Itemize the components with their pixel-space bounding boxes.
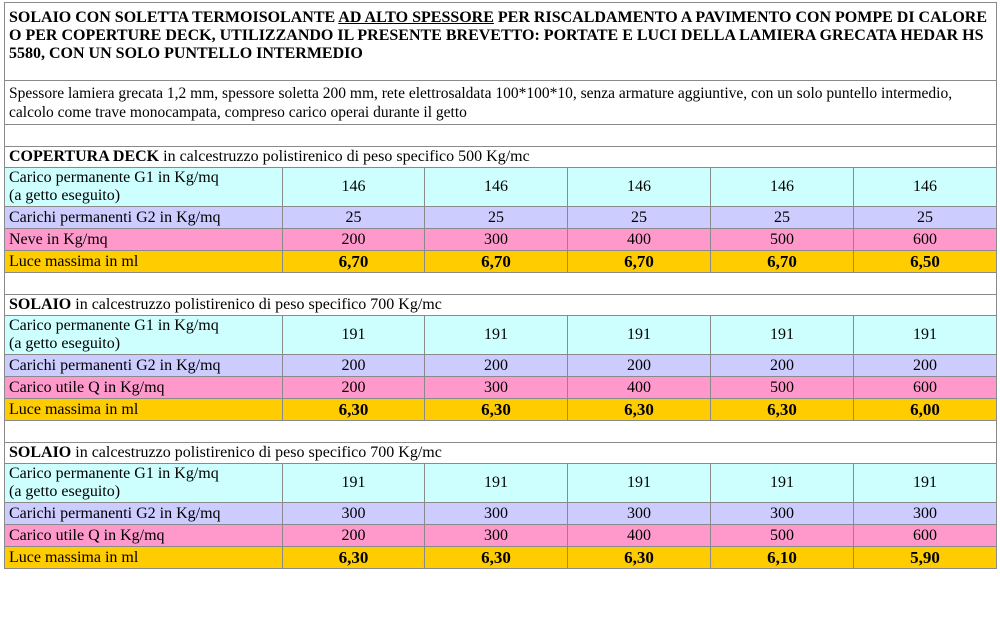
cell-value: 200 [425, 355, 568, 377]
row-label: Neve in Kg/mq [5, 229, 283, 251]
cell-value: 25 [283, 207, 425, 229]
cell-span-value: 6,30 [425, 399, 568, 421]
row-label: Carico utile Q in Kg/mq [5, 377, 283, 399]
cell-span-value: 6,30 [568, 399, 711, 421]
row-label: Carico permanente G1 in Kg/mq (a getto eseguito) [5, 464, 283, 503]
section-header: SOLAIO in calcestruzzo polistirenico di peso specifico 700 Kg/mc [5, 295, 997, 316]
spacer-row [5, 421, 997, 443]
row-load [5, 229, 997, 251]
cell-value: 300 [711, 503, 854, 525]
cell-value: 200 [568, 355, 711, 377]
row-span [5, 399, 997, 421]
cell-value: 400 [568, 525, 711, 547]
cell-span-value: 6,10 [711, 547, 854, 569]
cell-value: 500 [711, 525, 854, 547]
section-header: COPERTURA DECK in calcestruzzo polistirenico di peso specifico 500 Kg/mc [5, 147, 997, 168]
cell-value: 191 [568, 316, 711, 355]
row-label: Carico utile Q in Kg/mq [5, 525, 283, 547]
row-label: Carichi permanenti G2 in Kg/mq [5, 503, 283, 525]
cell-value: 146 [568, 168, 711, 207]
row-g1 [5, 316, 997, 355]
cell-value: 500 [711, 377, 854, 399]
cell-value: 300 [425, 229, 568, 251]
row-label: Luce massima in ml [5, 251, 283, 273]
row-label: Luce massima in ml [5, 547, 283, 569]
cell-value: 25 [425, 207, 568, 229]
section-header: SOLAIO in calcestruzzo polistirenico di peso specifico 700 Kg/mc [5, 443, 997, 464]
cell-value: 191 [425, 464, 568, 503]
row-label: Carico permanente G1 in Kg/mq (a getto eseguito) [5, 316, 283, 355]
cell-span-value: 6,30 [283, 399, 425, 421]
cell-value: 600 [854, 525, 997, 547]
cell-span-value: 6,30 [711, 399, 854, 421]
cell-value: 300 [425, 377, 568, 399]
cell-span-value: 6,30 [283, 547, 425, 569]
cell-span-value: 6,70 [568, 251, 711, 273]
cell-span-value: 6,50 [854, 251, 997, 273]
row-load [5, 525, 997, 547]
cell-value: 200 [283, 525, 425, 547]
cell-value: 191 [283, 316, 425, 355]
cell-value: 500 [711, 229, 854, 251]
cell-value: 300 [854, 503, 997, 525]
cell-value: 200 [283, 355, 425, 377]
title-emphasis: AD ALTO SPESSORE [338, 9, 494, 26]
row-g1 [5, 464, 997, 503]
row-g2 [5, 207, 997, 229]
cell-span-value: 6,70 [283, 251, 425, 273]
cell-value: 191 [711, 464, 854, 503]
spacer-row [5, 125, 997, 147]
cell-value: 191 [283, 464, 425, 503]
cell-value: 146 [283, 168, 425, 207]
row-g2 [5, 355, 997, 377]
cell-value: 146 [854, 168, 997, 207]
row-g2 [5, 503, 997, 525]
cell-value: 300 [425, 503, 568, 525]
cell-value: 25 [854, 207, 997, 229]
cell-value: 200 [283, 229, 425, 251]
cell-value: 191 [854, 464, 997, 503]
cell-value: 300 [568, 503, 711, 525]
load-span-table [4, 2, 997, 569]
row-g1 [5, 168, 997, 207]
cell-value: 146 [425, 168, 568, 207]
cell-value: 200 [854, 355, 997, 377]
cell-value: 200 [711, 355, 854, 377]
cell-value: 300 [425, 525, 568, 547]
row-span [5, 251, 997, 273]
row-label: Luce massima in ml [5, 399, 283, 421]
spacer-row [5, 273, 997, 295]
cell-span-value: 6,70 [425, 251, 568, 273]
cell-value: 400 [568, 229, 711, 251]
row-label: Carichi permanenti G2 in Kg/mq [5, 355, 283, 377]
cell-value: 200 [283, 377, 425, 399]
cell-span-value: 6,00 [854, 399, 997, 421]
cell-span-value: 6,70 [711, 251, 854, 273]
cell-value: 600 [854, 377, 997, 399]
row-span [5, 547, 997, 569]
cell-span-value: 5,90 [854, 547, 997, 569]
cell-value: 600 [854, 229, 997, 251]
cell-value: 25 [568, 207, 711, 229]
cell-value: 400 [568, 377, 711, 399]
row-label: Carichi permanenti G2 in Kg/mq [5, 207, 283, 229]
cell-value: 191 [711, 316, 854, 355]
row-load [5, 377, 997, 399]
cell-value: 191 [425, 316, 568, 355]
document-description: Spessore lamiera grecata 1,2 mm, spessore soletta 200 mm, rete elettrosaldata 100*100*10, senza armature aggiuntive, con un solo puntello intermedio, calcolo come trave monocampata, compreso carico operai durante il getto [5, 81, 997, 125]
cell-value: 191 [854, 316, 997, 355]
document-title: SOLAIO CON SOLETTA TERMOISOLANTE AD ALTO SPESSORE PER RISCALDAMENTO A PAVIMENTO CON POMPE DI CALORE O PER COPERTURE DECK, UTILIZZANDO IL PRESENTE BREVETTO: PORTATE E LUCI DELLA LAMIERA GRECATA HEDAR HS 5580, CON UN SOLO PUNTELLO INTERMEDIO [5, 3, 997, 81]
cell-value: 300 [283, 503, 425, 525]
cell-value: 146 [711, 168, 854, 207]
row-label: Carico permanente G1 in Kg/mq (a getto eseguito) [5, 168, 283, 207]
cell-value: 191 [568, 464, 711, 503]
cell-value: 25 [711, 207, 854, 229]
cell-span-value: 6,30 [425, 547, 568, 569]
cell-span-value: 6,30 [568, 547, 711, 569]
